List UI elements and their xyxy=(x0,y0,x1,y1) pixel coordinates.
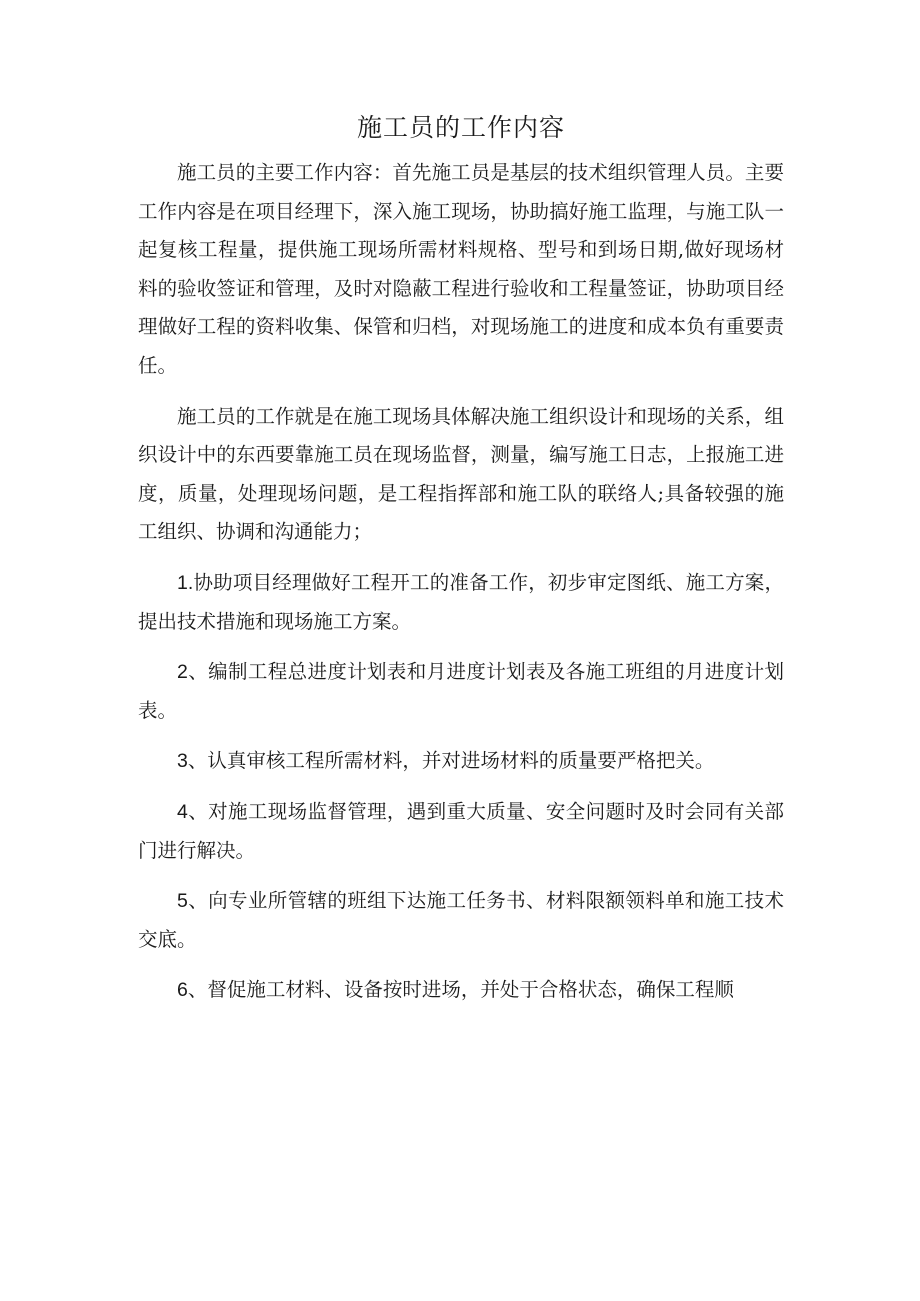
list-item xyxy=(138,793,784,870)
list-item-text: 协助项目经理做好工程开工的准备工作，初步审定图纸、施工方案，提出技术措施和现场施工方案。 xyxy=(138,570,784,633)
list-item-number: 1. xyxy=(177,571,194,594)
list-item-number: 3、 xyxy=(177,750,208,773)
list-item xyxy=(138,882,784,959)
paragraph-main-duties: 施工员的主要工作内容：首先施工员是基层的技术组织管理人员。主要工作内容是在项目经理下，深入施工现场，协助搞好施工监理，与施工队一起复核工程量，提供施工现场所需材料规格、型号和到场日期,做好现场材料的验收签证和管理，及时对隐蔽工程进行验收和工程量签证，协助项目经理做好工程的资料收集、保管和归档，对现场施工的进度和成本负有重要责任。 xyxy=(138,161,784,377)
list-item-number: 4、 xyxy=(177,800,209,823)
list-item xyxy=(138,564,784,641)
list-item-text: 认真审核工程所需材料，并对进场材料的质量要严格把关。 xyxy=(207,749,715,773)
list-item-number: 6、 xyxy=(177,979,208,1002)
paragraph-site-role: 施工员的工作就是在施工现场具体解决施工组织设计和现场的关系，组织设计中的东西要靠施工员在现场监督，测量，编写施工日志，上报施工进度，质量，处理现场问题，是工程指挥部和施工队的联络人;具备较强的施工组织、协调和沟通能力； xyxy=(138,404,784,544)
list-item xyxy=(138,653,784,730)
list-item-text: 督促施工材料、设备按时进场，并处于合格状态，确保工程顺 xyxy=(207,978,734,1002)
list-item-number: 2、 xyxy=(177,661,209,684)
list-item-text: 编制工程总进度计划表和月进度计划表及各施工班组的月进度计划表。 xyxy=(138,660,784,722)
list-item xyxy=(138,742,784,781)
list-item-text: 向专业所管辖的班组下达施工任务书、材料限额领料单和施工技术交底。 xyxy=(138,889,784,951)
list-item-text: 对施工现场监督管理，遇到重大质量、安全问题时及时会同有关部门进行解决。 xyxy=(138,799,784,862)
document-title: 施工员的工作内容 xyxy=(356,113,565,142)
list-item xyxy=(138,971,784,1010)
list-item-number: 5、 xyxy=(177,890,209,913)
